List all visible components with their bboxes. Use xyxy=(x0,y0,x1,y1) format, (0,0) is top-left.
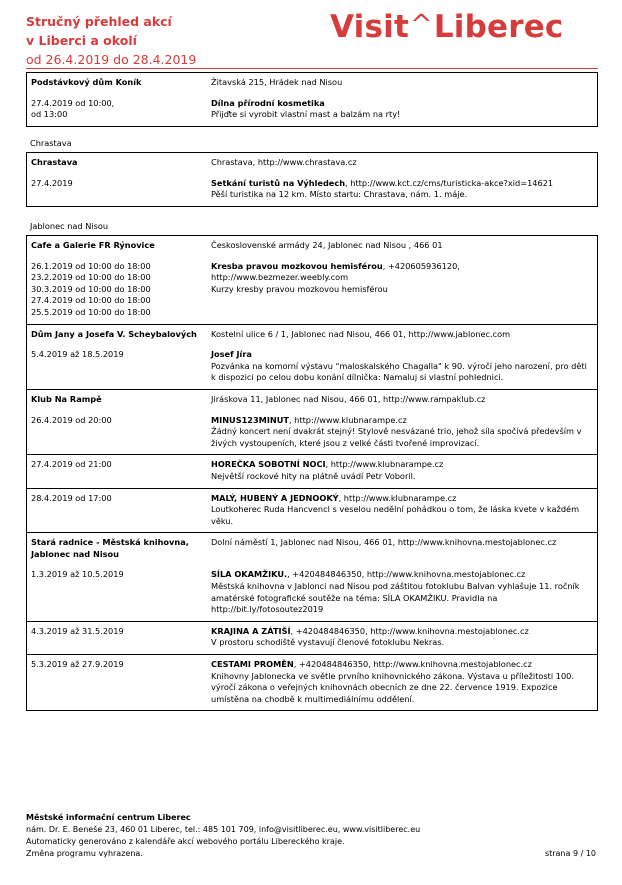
venue-row xyxy=(27,533,598,561)
event-title: Dílna přírodní kosmetika xyxy=(211,97,325,108)
section-title-jablonec: Jablonec nad Nisou xyxy=(30,221,109,231)
event-contact: , +420484846350, http://www.knihovna.mestojablonec.cz xyxy=(290,625,529,636)
event-description: Knihovny Jablonecka ve světle prvního knihovnického zákona. Výstava u příležitosti 100. výročí zákona o veřejných knihovnách obecních ze dne 22. července 1919. Expozice umístěna na chodbě k multimediálnímu oddělení. xyxy=(211,670,574,704)
event-contact: , http://www.klubnarampe.cz xyxy=(338,492,457,503)
event-date: 27.4.2019 od 21:00 xyxy=(27,455,208,488)
event-date: 26.4.2019 od 20:00 xyxy=(31,414,112,425)
document-title xyxy=(26,12,196,69)
venue-name: Chrastava xyxy=(31,157,78,167)
event-body xyxy=(207,89,598,127)
event-contact: , http://www.kct.cz/cms/turisticka-akce?xid=14621 xyxy=(345,177,554,188)
footer-org: Městské informační centrum Liberec xyxy=(26,813,191,822)
event-body xyxy=(207,621,598,654)
footer-address: nám. Dr. E. Beneše 23, 460 01 Liberec, tel.: 485 101 709, info@visitliberec.eu, www.visitliberec.eu xyxy=(26,825,421,834)
event-title: Setkání turistů na Výhledech xyxy=(211,177,346,188)
event-description: V prostoru schodiště vystavují členové fotoklubu Nekras. xyxy=(211,637,445,648)
venue-row xyxy=(27,153,598,169)
event-contact: , http://www.klubnarampe.cz xyxy=(288,414,407,425)
venue-row xyxy=(27,73,598,89)
footer xyxy=(26,812,420,860)
event-description: Žádný koncert není dvakrát stejný! Stylově nesvázané trio, jehož síla spočívá především v živých vystoupeních, které jsou z velké části tvořené improvizací. xyxy=(211,426,582,448)
event-date: 5.4.2019 až 18.5.2019 xyxy=(31,349,124,360)
event-date: 4.3.2019 až 31.5.2019 xyxy=(27,621,208,654)
footer-note: Změna programu vyhrazena. xyxy=(26,849,143,858)
event-date: 28.4.2019 od 17:00 xyxy=(27,488,208,533)
event-description: Městská knihovna v Jablonci nad Nisou pod záštitou fotoklubu Balvan vyhlašuje 11. ročník amatérské fotografické soutěže na téma: SÍLA OKAMŽIKU. Pravidla na http://bit.ly/fotosoutez2019 xyxy=(211,581,580,615)
event-row xyxy=(27,488,598,533)
venue-row xyxy=(27,389,598,405)
event-date: 27.4.2019 xyxy=(31,177,73,188)
footer-generated: Automaticky generováno z kalendáře akcí webového portálu Libereckého kraje. xyxy=(26,837,345,846)
event-description: Pozvánka na komorní výstavu "maloskalského Chagalla" k 90. výročí jeho narození, pro děti k dispozici po celou dobu konání dílnička: Namaluj si vlastní pohlednici. xyxy=(211,360,587,383)
event-row xyxy=(27,406,598,455)
event-contact: , +420484846350, http://www.knihovna.mestojablonec.cz xyxy=(293,659,532,670)
venue-name: Podstávkový dům Koník xyxy=(31,77,142,87)
event-title: MALÝ, HUBENÝ A JEDNOOKÝ xyxy=(211,492,339,503)
event-body xyxy=(207,252,598,324)
venue-row xyxy=(27,324,598,340)
event-body xyxy=(207,340,598,389)
event-body xyxy=(207,655,598,711)
section-title-chrastava: Chrastava xyxy=(30,138,72,148)
event-row xyxy=(27,655,598,711)
event-description: Loutkoherec Ruda Hancvencl s veselou nedělní pohádkou o tom, že láska kvete v každém věku. xyxy=(211,504,580,526)
event-title: SÍLA OKAMŽIKU. xyxy=(211,569,288,580)
event-row xyxy=(27,169,598,207)
logo-caret: ^ xyxy=(409,9,433,40)
event-description: Pěší turistika na 12 km. Místo startu: Chrastava, nám. 1. máje. xyxy=(211,189,468,200)
logo-word-liberec: Liberec xyxy=(433,9,564,45)
event-body xyxy=(207,455,598,488)
event-title: HOREČKA SOBOTNÍ NOCI xyxy=(211,459,326,470)
event-title: Josef Jíra xyxy=(211,349,252,360)
event-body xyxy=(207,406,598,455)
events-table-chrastava xyxy=(26,152,598,207)
venue-address: Jiráskova 11, Jablonec nad Nisou, 466 01, http://www.rampaklub.cz xyxy=(207,389,598,405)
event-description: Kurzy kresby pravou mozkovou hemisférou xyxy=(211,283,388,294)
venue-name: Stará radnice - Městská knihovna, Jablonec nad Nisou xyxy=(27,533,208,561)
venue-address: Československé armády 24, Jablonec nad Nisou , 466 01 xyxy=(211,240,443,250)
event-body xyxy=(207,169,598,207)
title-line-1: Stručný přehled akcí xyxy=(26,14,172,29)
event-date: 1.3.2019 až 10.5.2019 xyxy=(31,569,124,580)
event-body xyxy=(207,488,598,533)
event-row xyxy=(27,89,598,127)
venue-row xyxy=(27,236,598,252)
event-title: CESTAMI PROMĚN xyxy=(211,659,294,670)
event-date: 26.1.2019 od 10:00 do 18:00 23.2.2019 od 10:00 do 18:00 30.3.2019 od 10:00 do 18:00 27.4.2019 od 10:00 do 18:00 25.5.2019 od 10:00 do 18:00 xyxy=(31,260,151,317)
venue-address: Kostelní ulice 6 / 1, Jablonec nad Nisou, 466 01, http://www.jablonec.com xyxy=(207,324,598,340)
title-line-2: v Liberci a okolí xyxy=(26,33,137,48)
venue-name: Klub Na Rampě xyxy=(27,389,208,405)
event-contact: , http://www.klubnarampe.cz xyxy=(325,459,444,470)
event-row xyxy=(27,252,598,324)
event-row xyxy=(27,340,598,389)
event-title: Kresba pravou mozkovou hemisférou xyxy=(211,260,383,271)
date-range: od 26.4.2019 do 28.4.2019 xyxy=(26,52,197,67)
event-date: 27.4.2019 od 10:00, od 13:00 xyxy=(31,97,115,120)
event-description: Přijďte si vyrobit vlastní mast a balzám na rty! xyxy=(211,109,401,120)
event-row xyxy=(27,455,598,488)
page-number: strana 9 / 10 xyxy=(544,849,596,858)
visit-liberec-logo xyxy=(330,8,564,48)
venue-name: Cafe a Galerie FR Rýnovice xyxy=(31,240,155,250)
event-body xyxy=(207,560,598,621)
events-table-hradek xyxy=(26,72,598,127)
venue-address: Žitavská 215, Hrádek nad Nisou xyxy=(211,77,343,87)
event-row xyxy=(27,560,598,621)
header-rule xyxy=(26,68,598,69)
event-row xyxy=(27,621,598,654)
event-contact: , +420484846350, http://www.knihovna.mestojablonec.cz xyxy=(287,569,526,580)
event-title: MINUS123MINUT xyxy=(211,414,289,425)
venue-address: Dolní náměstí 1, Jablonec nad Nisou, 466 01, http://www.knihovna.mestojablonec.cz xyxy=(207,533,598,561)
venue-address: Chrastava, http://www.chrastava.cz xyxy=(211,157,357,167)
event-title: KRAJINA A ZÁTIŠÍ xyxy=(211,625,291,636)
event-description: Největší rockové hity na plátně uvádí Petr Voboril. xyxy=(211,470,416,481)
event-contact: , +420605936120, http://www.bezmezer.weebly.com xyxy=(211,260,460,283)
logo-word-visit: Visit xyxy=(330,9,409,45)
events-table-jablonec xyxy=(26,235,598,711)
event-date: 5.3.2019 až 27.9.2019 xyxy=(27,655,208,711)
venue-name: Dům Jany a Josefa V. Scheybalových xyxy=(27,324,208,340)
